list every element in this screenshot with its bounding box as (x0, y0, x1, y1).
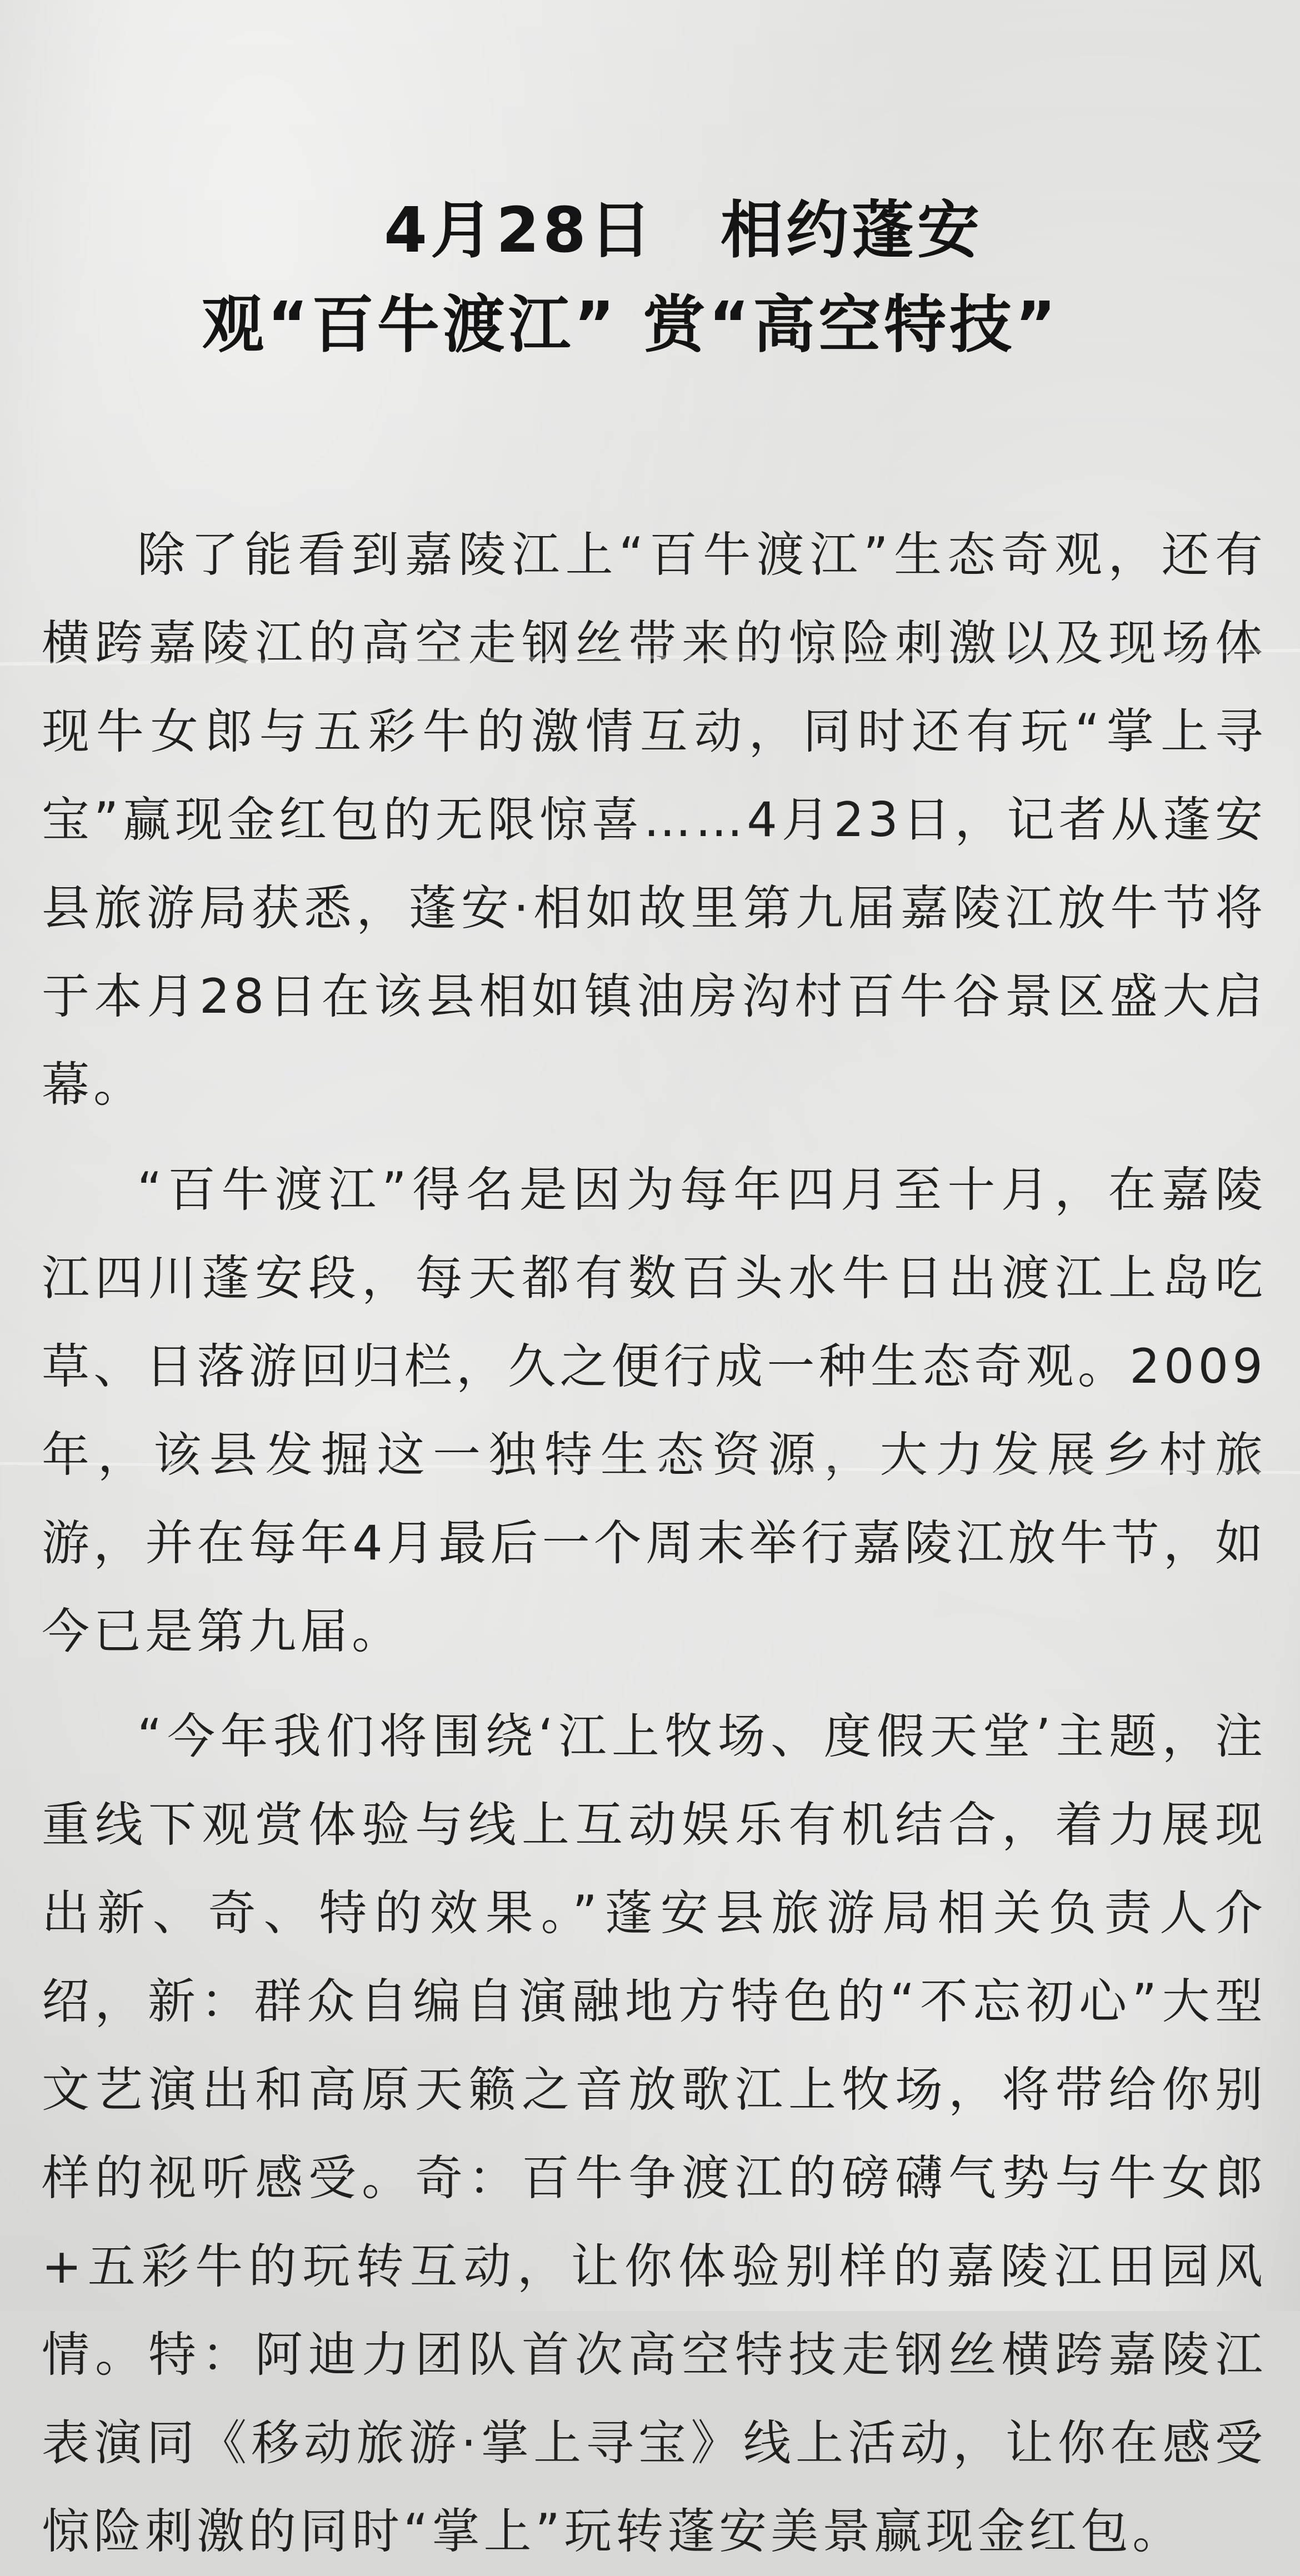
article-title-line-2: 观“百牛渡江” 赏“高空特技” (202, 289, 1059, 361)
article-paragraph-3: “今年我们将围绕‘江上牧场、度假天堂’主题，注重线下观赏体验与线上互动娱乐有机结合，着力展现出新、奇、特的效果。”蓬安县旅游局相关负责人介绍，新：群众自编自演融地方特色的“不忘初心”大型文艺演出和高原天籁之音放歌江上牧场，将带给你别样的视听感受。奇：百牛争渡江的磅礴气势与牛女郎+五彩牛的玩转互动，让你体验别样的嘉陵江田园风情。特：阿迪力团队首次高空特技走钢丝横跨嘉陵江表演同《移动旅游·掌上寻宝》线上活动，让你在感受惊险刺激的同时“掌上”玩转蓬安美景赢现金红包。 (42, 1709, 1267, 2559)
article-title-line-1: 4月28日 相约蓬安 (384, 194, 983, 267)
article-body (0, 511, 1300, 2576)
article-paragraph-2: “百牛渡江”得名是因为每年四月至十月，在嘉陵江四川蓬安段，每天都有数百头水牛日出渡江上岛吃草、日落游回归栏，久之便行成一种生态奇观。2009年，该县发掘这一独特生态资源，大力发展乡村旅游，并在每年4月最后一个周末举行嘉陵江放牛节，如今已是第九届。 (42, 1162, 1267, 1659)
article-paragraph-1: 除了能看到嘉陵江上“百牛渡江”生态奇观，还有横跨嘉陵江的高空走钢丝带来的惊险刺激以及现场体现牛女郎与五彩牛的激情互动，同时还有玩“掌上寻宝”赢现金红包的无限惊喜……4月23日，记者从蓬安县旅游局获悉，蓬安·相如故里第九届嘉陵江放牛节将于本月28日在该县相如镇油房沟村百牛谷景区盛大启幕。 (42, 527, 1267, 1113)
